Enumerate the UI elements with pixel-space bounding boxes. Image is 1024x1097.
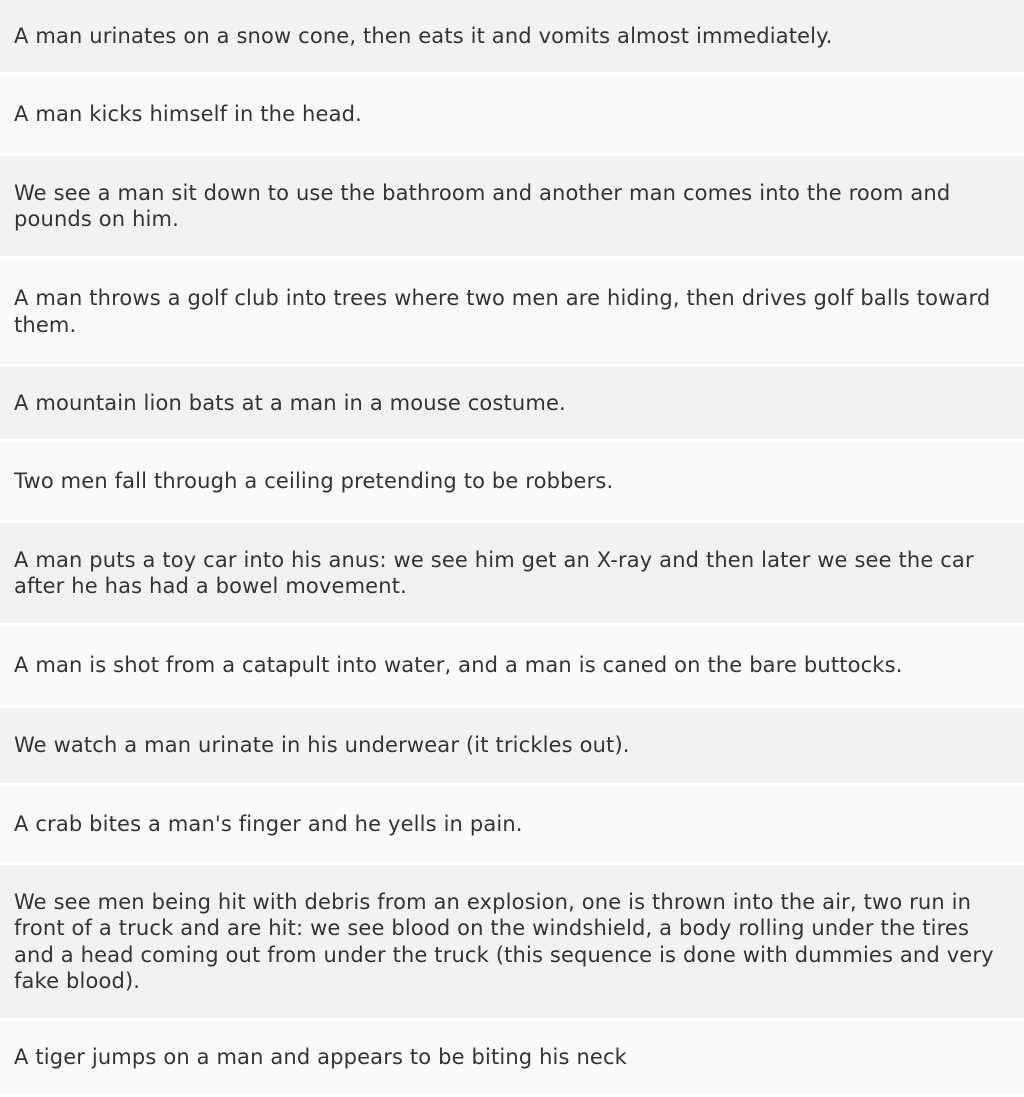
list-item [0, 442, 1024, 523]
list-item [0, 786, 1024, 865]
list-item-text: A man kicks himself in the head. [14, 101, 362, 126]
list-item-text: A crab bites a man's finger and he yells in pain. [14, 811, 523, 836]
list-item-text: Two men fall through a ceiling pretending to be robbers. [14, 468, 614, 493]
list-item-text: A man puts a toy car into his anus: we see him get an X-ray and then later we see the car after he has had a bowel movement. [14, 547, 974, 598]
list-item-text: We see a man sit down to use the bathroom and another man comes into the room and pounds on him. [14, 180, 951, 231]
list-item [0, 1021, 1024, 1097]
list-item-text: We see men being hit with debris from an explosion, one is thrown into the air, two run in front of a truck and are hit: we see blood on the windshield, a body rolling under the tires and a head coming out from under the truck (this sequence is done with dummies and very fake blood). [14, 889, 994, 993]
list-item [0, 865, 1024, 1021]
list-item-text: A mountain lion bats at a man in a mouse costume. [14, 390, 566, 415]
list-item-text: A man is shot from a catapult into water, and a man is caned on the bare buttocks. [14, 653, 903, 678]
list-item [0, 523, 1024, 626]
list-item [0, 0, 1024, 75]
list-item [0, 708, 1024, 786]
list-item [0, 156, 1024, 259]
list-item [0, 626, 1024, 708]
list-item-text: A man urinates on a snow cone, then eats it and vomits almost immediately. [14, 23, 833, 48]
list-item-text: A tiger jumps on a man and appears to be biting his neck [14, 1045, 627, 1070]
list-item-text: We watch a man urinate in his underwear (it trickles out). [14, 733, 630, 758]
list-item [0, 259, 1024, 367]
list-item [0, 367, 1024, 442]
list-item [0, 75, 1024, 156]
list-item-text: A man throws a golf club into trees where two men are hiding, then drives golf balls toward them. [14, 286, 991, 337]
